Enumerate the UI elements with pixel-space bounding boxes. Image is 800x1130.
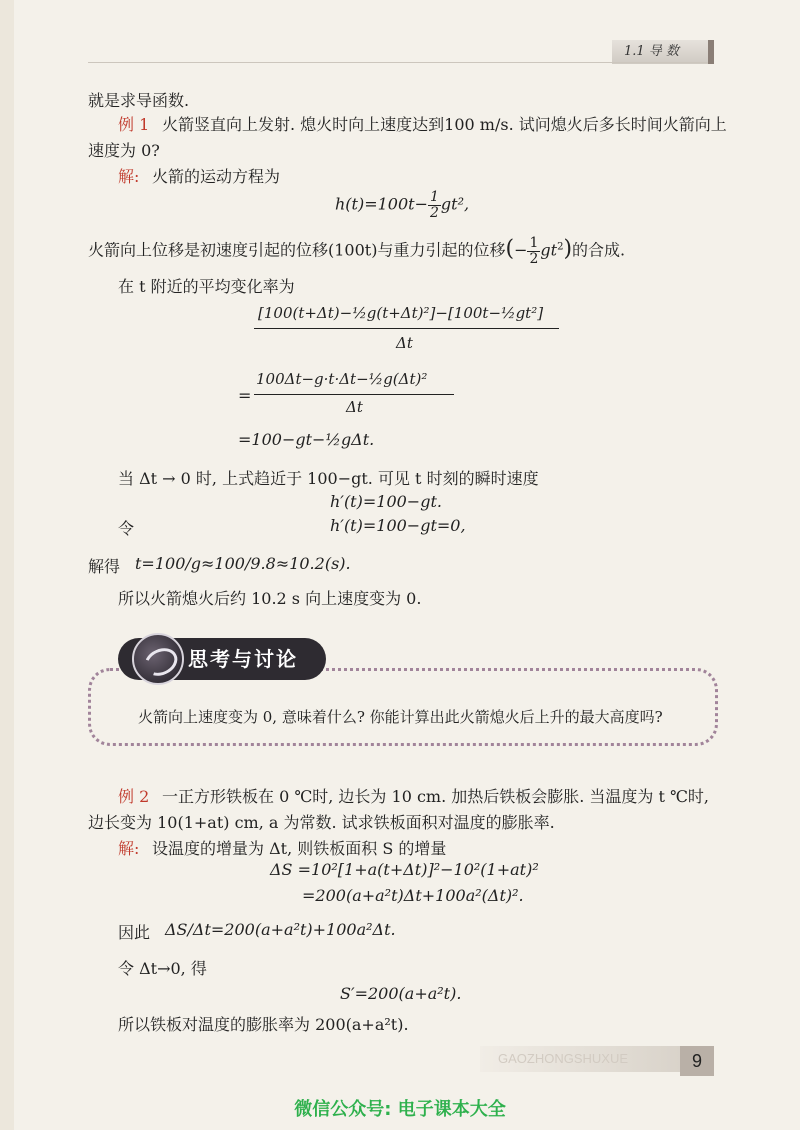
displacement-line: 火箭向上位移是初速度引起的位移(100t)与重力引起的位移(− $\frac{1}{2}$ $gt^2$)的合成. xyxy=(88,235,626,267)
displacement-text: 火箭向上位移是初速度引起的位移(100t)与重力引起的位移 xyxy=(88,240,506,260)
conclusion-2: 所以铁板对温度的膨胀率为 200(a+a²t). xyxy=(118,1015,409,1034)
paragraph-line: 就是求导函数. xyxy=(88,91,190,110)
limit-text: 令 Δt→0, 得 xyxy=(118,959,207,978)
solve-label: 解得 xyxy=(88,557,121,576)
header-rule xyxy=(88,62,708,63)
numerator-2: 100Δt−g·t·Δt−½g(Δt)² xyxy=(256,370,428,388)
example-label: 例 2 xyxy=(118,787,150,806)
time-value: t=100/g≈100/9.8≈10.2(s). xyxy=(135,554,351,573)
conclusion-1: 所以火箭熄火后约 10.2 s 向上速度变为 0. xyxy=(118,589,422,608)
limit-text: 当 Δt → 0 时, 上式趋近于 100−gt. 可见 t 时刻的瞬时速度 xyxy=(118,469,539,488)
example-text: 一正方形铁板在 0 ℃时, 边长为 10 cm. 加热后铁板会膨胀. 当温度为 t ℃时, xyxy=(162,787,710,806)
example-text: 速度为 0? xyxy=(88,141,160,160)
derivative-result: S′=200(a+a²t). xyxy=(340,984,462,1003)
result-line: =100−gt−½gΔt. xyxy=(238,430,375,449)
fraction-bar xyxy=(254,394,454,395)
solution-text: 设温度的增量为 Δt, 则铁板面积 S 的增量 xyxy=(152,839,447,858)
series-title: GAOZHONGSHUXUE xyxy=(480,1046,680,1072)
equation-tail: gt², xyxy=(440,194,470,214)
area-increment-result: =200(a+a²t)Δt+100a²(Δt)². xyxy=(302,886,524,905)
equation-head: h(t)=100t− xyxy=(335,194,428,214)
equals-sign: = xyxy=(238,386,252,405)
solution-label: 解: xyxy=(118,167,140,186)
watermark-text: 微信公众号: 电子课本大全 xyxy=(294,1099,506,1120)
displacement-tail: 的合成. xyxy=(572,240,626,260)
velocity-equation: h′(t)=100−gt. xyxy=(330,492,442,511)
example-text: 火箭竖直向上发射. 熄火时向上速度达到100 m/s. 试问熄火后多长时间火箭向上 xyxy=(162,115,727,134)
fraction-half: $\frac{1}{2}$ xyxy=(430,189,439,221)
fraction-half: $\frac{1}{2}$ xyxy=(529,235,539,267)
solution-text: 火箭的运动方程为 xyxy=(152,167,281,186)
denominator-1: Δt xyxy=(396,334,413,352)
therefore-label: 因此 xyxy=(118,923,151,942)
solution-label: 解: xyxy=(118,839,140,858)
section-header: 1.1 导 数 xyxy=(612,40,714,64)
discussion-question: 火箭向上速度变为 0, 意味着什么? 你能计算出此火箭熄火后上升的最大高度吗? xyxy=(138,708,663,726)
area-increment-equation: ΔS =10²[1+a(t+Δt)]²−10²(1+at)² xyxy=(270,860,539,879)
let-label: 令 xyxy=(118,519,135,538)
ratio-equation: ΔS/Δt=200(a+a²t)+100a²Δt. xyxy=(165,920,396,939)
fraction-bar xyxy=(254,328,559,329)
denominator-2: Δt xyxy=(346,398,363,416)
example-text: 边长变为 10(1+at) cm, a 为常数. 试求铁板面积对温度的膨胀率. xyxy=(88,813,555,832)
discussion-swirl-icon xyxy=(132,633,184,685)
equation-motion xyxy=(335,190,469,220)
average-rate-text: 在 t 附近的平均变化率为 xyxy=(118,277,295,296)
velocity-zero-equation: h′(t)=100−gt=0, xyxy=(330,516,466,535)
page-number: 9 xyxy=(680,1046,714,1076)
discussion-title: 思考与讨论 xyxy=(118,638,326,680)
example-label: 例 1 xyxy=(118,115,150,134)
numerator-1: [100(t+Δt)−½g(t+Δt)²]−[100t−½gt²] xyxy=(258,304,544,322)
